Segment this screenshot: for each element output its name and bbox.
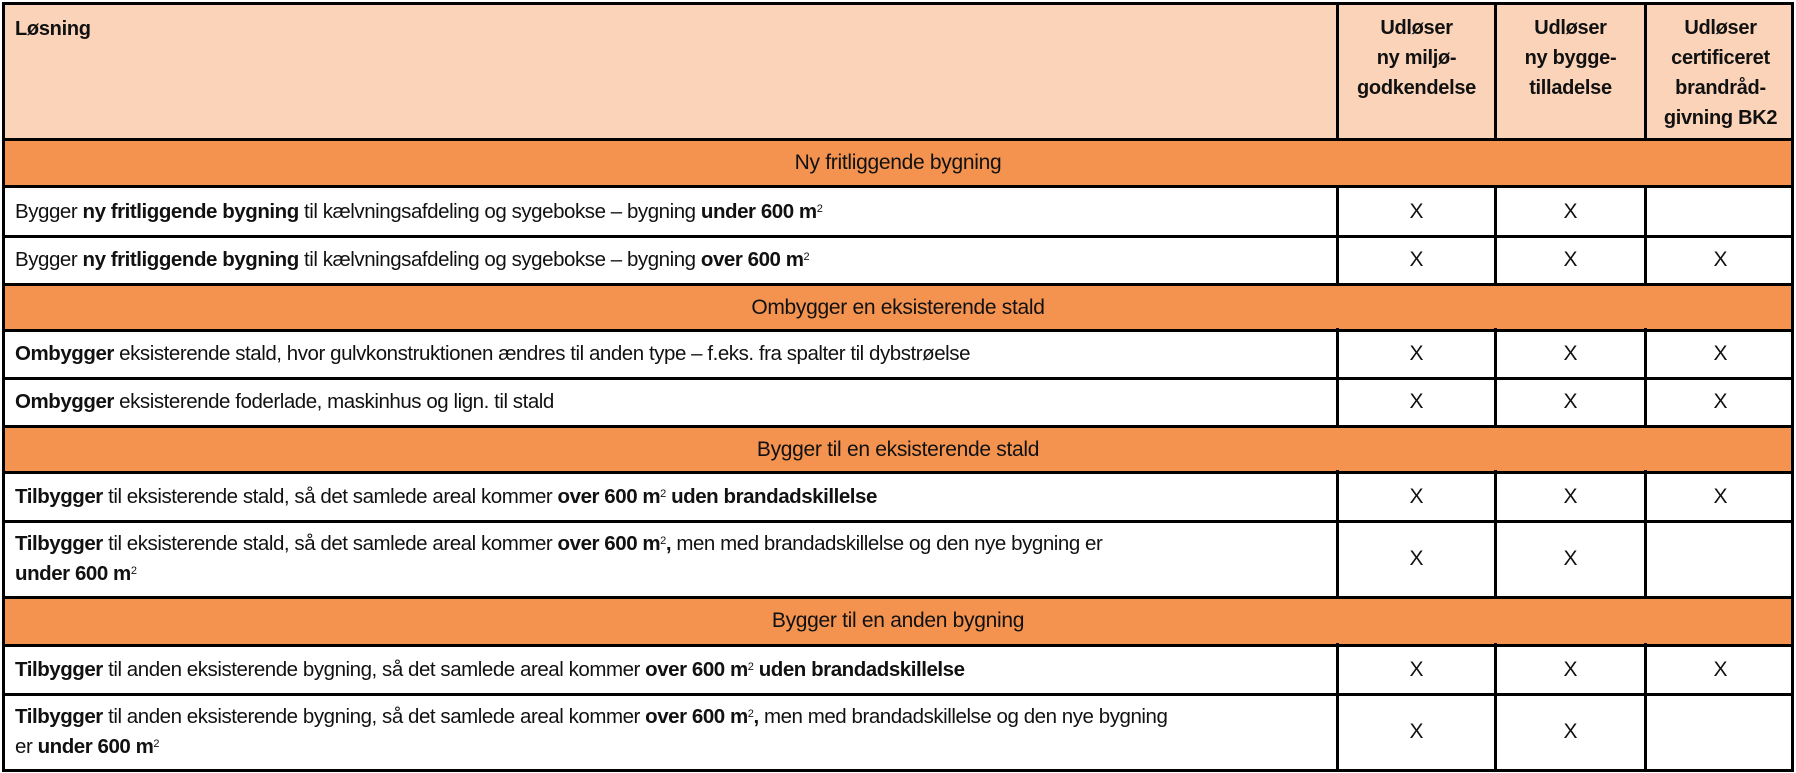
table-row: [2, 379, 1794, 425]
row-divider: [2, 596, 1794, 599]
header-text-line: certificeret: [1671, 47, 1770, 69]
text-segment: Bygger: [15, 199, 83, 223]
mark-miljogodkendelse: X: [1409, 720, 1424, 743]
row-divider: [2, 377, 1794, 380]
table-row: [2, 522, 1794, 596]
section-title: [2, 285, 1794, 331]
mark-brandraadgivning-cell: [1647, 646, 1794, 693]
superscript: 2: [660, 535, 666, 547]
column-divider: [1644, 692, 1647, 772]
row-divider: [2, 693, 1794, 696]
table-row: [2, 646, 1794, 693]
header-text-line: Udløser: [1380, 17, 1453, 39]
column-divider: [1644, 328, 1647, 380]
column-divider: [1494, 328, 1497, 380]
solution-text: [15, 245, 809, 275]
solutions-table: [2, 2, 1794, 771]
bold-text: over 600 m: [645, 705, 748, 728]
text-segment: til eksisterende stald, så det samlede areal kommer: [102, 532, 558, 555]
header-text-line: tilladelse: [1529, 77, 1612, 99]
column-divider: [1644, 643, 1647, 696]
row-divider: [2, 2, 1794, 5]
text-segment: til anden eksisterende bygning, så det samlede areal kommer: [102, 657, 646, 681]
mark-byggetilladelse-cell: [1497, 331, 1644, 377]
section-title-text: Bygger til en anden bygning: [771, 609, 1025, 632]
column-divider: [1644, 470, 1647, 523]
mark-miljogodkendelse: X: [1409, 484, 1424, 508]
solution-description: [2, 695, 1336, 769]
text-segment: til anden eksisterende bygning, så det samlede areal kommer: [102, 705, 646, 728]
column-divider: [1644, 376, 1647, 428]
mark-byggetilladelse: X: [1563, 720, 1578, 743]
mark-miljogodkendelse-cell: [1339, 522, 1494, 596]
bold-text: over 600 m: [645, 657, 748, 681]
mark-miljogodkendelse: X: [1409, 199, 1424, 223]
superscript: 2: [747, 660, 754, 673]
row-divider: [2, 235, 1794, 238]
row-divider: [2, 185, 1794, 188]
section-title-text: Ny fritliggende bygning: [794, 151, 1002, 174]
row-divider: [2, 329, 1794, 332]
mark-miljogodkendelse-cell: [1339, 379, 1494, 425]
mark-miljogodkendelse: X: [1409, 248, 1424, 271]
section-header-row: [2, 427, 1794, 473]
mark-brandraadgivning-cell: [1647, 188, 1794, 235]
superscript: 2: [153, 738, 160, 750]
bold-text: ny fritliggende bygning: [82, 199, 299, 223]
superscript: 2: [130, 565, 137, 577]
solution-description: [2, 379, 1336, 425]
text-segment: eksisterende foderlade, maskinhus og lign. til stald: [113, 390, 554, 413]
solution-description: [2, 522, 1336, 596]
mark-byggetilladelse-cell: [1497, 695, 1644, 769]
mark-brandraadgivning-cell: [1647, 473, 1794, 520]
mark-brandraadgivning: X: [1713, 657, 1728, 681]
text-segment: men med brandadskillelse og den nye bygning: [758, 705, 1168, 728]
mark-miljogodkendelse-cell: [1339, 646, 1494, 693]
mark-miljogodkendelse-cell: [1339, 188, 1494, 235]
header-miljogodkendelse: [1339, 2, 1494, 138]
text-segment: til eksisterende stald, så det samlede areal kommer: [102, 484, 558, 508]
column-divider: [1336, 643, 1339, 696]
column-divider: [1494, 376, 1497, 428]
column-divider: [1336, 328, 1339, 380]
mark-byggetilladelse: X: [1563, 199, 1578, 223]
row-divider: [2, 425, 1794, 428]
row-divider: [2, 520, 1794, 523]
mark-byggetilladelse: X: [1563, 248, 1578, 271]
solution-text: [15, 529, 1102, 589]
header-brandraadgivning: [1647, 2, 1794, 138]
solution-text: [15, 197, 822, 227]
bold-text: over 600 m: [557, 484, 661, 508]
column-divider: [1644, 185, 1647, 238]
text-segment: eksisterende stald, hvor gulvkonstruktionen ændres til anden type – f.eks. fra spalter til dybstrøelse: [113, 342, 971, 365]
solution-text: [15, 339, 970, 369]
mark-brandraadgivning: X: [1713, 390, 1728, 413]
mark-byggetilladelse-cell: [1497, 188, 1644, 235]
bold-text: Ombygger: [15, 342, 114, 365]
section-header-row: [2, 285, 1794, 331]
mark-byggetilladelse: X: [1563, 657, 1578, 681]
mark-byggetilladelse-cell: [1497, 473, 1644, 520]
mark-byggetilladelse-cell: [1497, 237, 1644, 283]
table-row: [2, 237, 1794, 283]
text-segment: til kælvningsafdeling og sygebokse – bygning: [298, 199, 701, 223]
mark-brandraadgivning-cell: [1647, 379, 1794, 425]
bold-text: Tilbygger: [15, 484, 103, 508]
bold-text: uden brandadskillelse: [665, 484, 877, 508]
mark-miljogodkendelse-cell: [1339, 473, 1494, 520]
header-text-line: Udløser: [1534, 17, 1607, 39]
bold-text: under 600 m: [15, 562, 131, 585]
mark-brandraadgivning-cell: [1647, 695, 1794, 769]
section-title: [2, 427, 1794, 473]
column-divider: [1336, 185, 1339, 238]
solution-description: [2, 473, 1336, 520]
bold-text: over 600 m: [700, 248, 804, 271]
row-divider: [2, 769, 1794, 772]
text-segment: er: [15, 735, 38, 758]
mark-byggetilladelse: X: [1563, 342, 1578, 365]
superscript: 2: [803, 251, 810, 263]
table-outer-border: [2, 2, 5, 772]
section-header-row: [2, 598, 1794, 644]
mark-byggetilladelse-cell: [1497, 646, 1644, 693]
mark-miljogodkendelse: X: [1409, 342, 1424, 365]
bold-text: ,: [753, 705, 759, 728]
mark-miljogodkendelse: X: [1409, 547, 1424, 570]
header-text-line: Udløser: [1684, 17, 1757, 39]
mark-miljogodkendelse-cell: [1339, 331, 1494, 377]
column-divider: [1494, 185, 1497, 238]
mark-brandraadgivning: X: [1713, 248, 1728, 271]
table-row: [2, 188, 1794, 235]
row-divider: [2, 471, 1794, 474]
table-row: [2, 695, 1794, 769]
mark-byggetilladelse: X: [1563, 547, 1578, 570]
solution-text: [15, 387, 554, 417]
mark-brandraadgivning: X: [1713, 484, 1728, 508]
bold-text: ,: [665, 532, 672, 555]
header-text-line: ny bygge-: [1524, 47, 1617, 69]
section-title-text: Bygger til en eksisterende stald: [756, 438, 1040, 461]
header-text-line: godkendelse: [1357, 77, 1476, 99]
header-byggetilladelse: [1497, 2, 1644, 138]
column-divider: [1644, 234, 1647, 286]
bold-text: under 600 m: [37, 735, 154, 758]
column-divider: [1336, 234, 1339, 286]
table-outer-border: [1791, 2, 1794, 772]
column-divider: [1336, 692, 1339, 772]
bold-text: over 600 m: [557, 532, 661, 555]
mark-miljogodkendelse-cell: [1339, 237, 1494, 283]
column-divider: [1494, 2, 1497, 141]
mark-brandraadgivning: X: [1713, 342, 1728, 365]
row-divider: [2, 644, 1794, 647]
text-segment: til kælvningsafdeling og sygebokse – bygning: [298, 248, 701, 271]
header-losning-label: Løsning: [15, 18, 91, 40]
mark-brandraadgivning-cell: [1647, 237, 1794, 283]
section-title: [2, 598, 1794, 644]
section-title: [2, 140, 1794, 186]
table-row: [2, 473, 1794, 520]
mark-byggetilladelse: X: [1563, 484, 1578, 508]
text-segment: men med brandadskillelse og den nye bygning er: [671, 532, 1103, 555]
mark-byggetilladelse: X: [1563, 390, 1578, 413]
bold-text: uden brandadskillelse: [753, 657, 965, 681]
column-divider: [1494, 692, 1497, 772]
header-text-line: givning BK2: [1663, 107, 1778, 129]
mark-brandraadgivning-cell: [1647, 522, 1794, 596]
mark-miljogodkendelse: X: [1409, 657, 1424, 681]
bold-text: Tilbygger: [15, 657, 103, 681]
mark-miljogodkendelse-cell: [1339, 695, 1494, 769]
solution-text: [15, 655, 965, 685]
superscript: 2: [747, 708, 754, 720]
column-divider: [1494, 643, 1497, 696]
column-divider: [1494, 234, 1497, 286]
table-row: [2, 331, 1794, 377]
section-header-row: [2, 140, 1794, 186]
solution-description: [2, 188, 1336, 235]
column-divider: [1336, 470, 1339, 523]
column-divider: [1336, 519, 1339, 599]
superscript: 2: [660, 487, 666, 500]
row-divider: [2, 138, 1794, 141]
bold-text: ny fritliggende bygning: [82, 248, 299, 271]
solution-description: [2, 646, 1336, 693]
column-divider: [1494, 519, 1497, 599]
text-segment: Bygger: [15, 248, 83, 271]
column-divider: [1644, 2, 1647, 141]
bold-text: Tilbygger: [15, 532, 103, 555]
header-text-line: brandråd-: [1675, 77, 1766, 99]
mark-byggetilladelse-cell: [1497, 522, 1644, 596]
solution-text: [15, 482, 877, 512]
header-text-line: ny miljø-: [1376, 47, 1457, 69]
bold-text: Tilbygger: [15, 705, 103, 728]
solution-text: [15, 702, 1167, 762]
column-divider: [1494, 470, 1497, 523]
column-divider: [1336, 376, 1339, 428]
mark-byggetilladelse-cell: [1497, 379, 1644, 425]
section-title-text: Ombygger en eksisterende stald: [751, 296, 1045, 319]
bold-text: under 600 m: [700, 199, 817, 223]
solution-description: [2, 331, 1336, 377]
bold-text: Ombygger: [15, 390, 114, 413]
table-header-row: [2, 2, 1794, 138]
mark-miljogodkendelse: X: [1409, 390, 1424, 413]
column-divider: [1336, 2, 1339, 141]
solution-description: [2, 237, 1336, 283]
mark-brandraadgivning-cell: [1647, 331, 1794, 377]
header-losning: [2, 2, 1336, 138]
superscript: 2: [816, 202, 823, 215]
row-divider: [2, 283, 1794, 286]
column-divider: [1644, 519, 1647, 599]
